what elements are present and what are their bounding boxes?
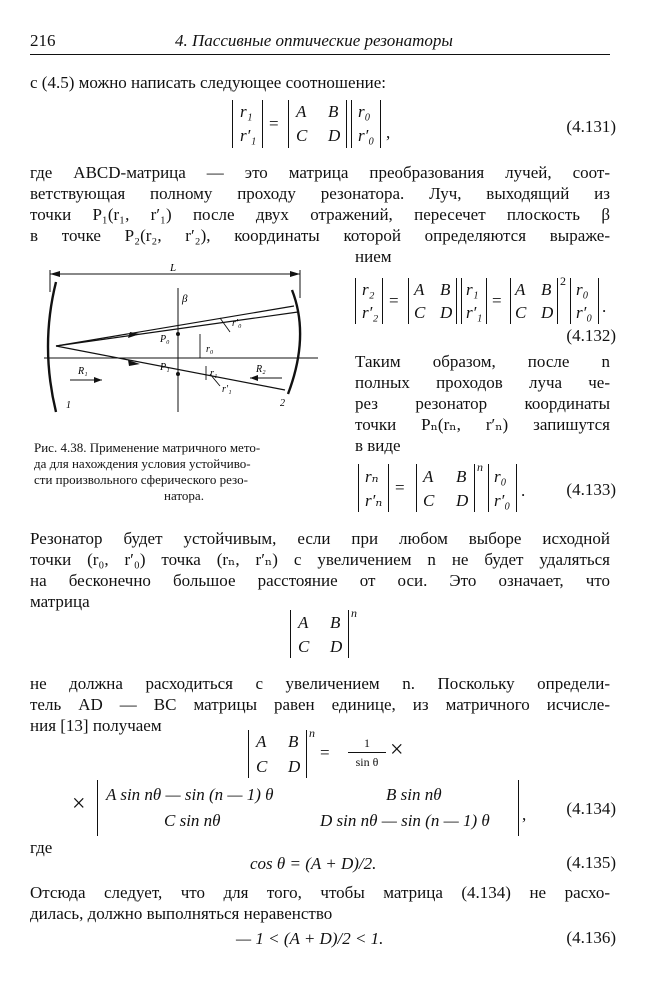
vector-entry: r′₀ (494, 491, 511, 510)
text-line: нием (355, 247, 392, 266)
vector-entry: rₙ (365, 467, 379, 486)
matrix-bar (351, 100, 352, 148)
matrix-bar (232, 100, 233, 148)
label-r0-prime: r′₀ (232, 318, 242, 329)
vector-entry: r₀ (576, 280, 589, 299)
comma: , (386, 123, 391, 142)
text-line: рез резонатор координаты (355, 394, 610, 413)
text-line: матрица (30, 592, 90, 611)
label-r1-prime: r′₁ (222, 384, 232, 395)
equation-number: (4.131) (566, 117, 616, 136)
text-line: на бесконечно большое расстояние от оси. Это означает, что (30, 571, 610, 590)
label-r1: r₁ (210, 368, 218, 379)
equation-4-136: — 1 < (A + D)/2 < 1. (236, 929, 384, 948)
equation-number: (4.133) (566, 480, 616, 499)
paragraph-1 (30, 162, 610, 246)
running-title: 4. Пассивные оптические резонаторы (175, 31, 453, 50)
matrix-bar (288, 100, 289, 148)
text-line: точки (r₀, r′₀) точка (rₙ, r′ₙ) с увеличением n не будет удаляться (30, 550, 610, 569)
matrix-entry: A (298, 613, 309, 632)
vector-entry: r′₁ (240, 126, 257, 145)
matrix-entry: C (515, 303, 527, 322)
equation-number: (4.135) (566, 853, 616, 872)
vector-entry: r₁ (466, 280, 479, 299)
mirror-1 (48, 282, 56, 412)
matrix-entry: C (296, 126, 308, 145)
matrix-entry: D (440, 303, 453, 322)
equation-4-135: cos θ = (A + D)/2. (250, 854, 377, 873)
resonator-figure (30, 262, 330, 432)
text-line: ветствующая полному проходу резонатора. Луч, выходящий из (30, 184, 610, 203)
label-r0: r₀ (206, 344, 214, 355)
vector-entry: r′₁ (466, 303, 483, 322)
fraction-denominator: sin θ (355, 755, 379, 769)
fraction-numerator: 1 (364, 736, 370, 750)
label-L: L (170, 262, 177, 274)
matrix-entry: C (423, 491, 435, 510)
vector-entry: r′₀ (358, 126, 375, 145)
label-R1: R₁ (78, 366, 88, 377)
vector-entry: r₀ (494, 467, 507, 486)
matrix-entry: B (288, 732, 299, 751)
intro-text: с (4.5) можно написать следующее соотношение: (30, 73, 387, 92)
text-line: полных проходов луча че- (355, 373, 610, 392)
text-line: в точке P₂(r₂, r′₂), координаты которой определяются выраже- (30, 226, 610, 245)
text-line: точки P₁(r₁, r′₁) после двух отражений, пересечет плоскость β (30, 205, 610, 224)
matrix-power: n (309, 726, 315, 740)
matrix-power: n (477, 460, 483, 474)
matrix-bar (346, 100, 347, 148)
matrix-entry: A (423, 467, 434, 486)
matrix-entry: A (515, 280, 526, 299)
equals-sign: = (269, 114, 279, 133)
matrix-entry: B (328, 102, 339, 121)
matrix-entry: C sin nθ (164, 811, 221, 830)
gde-text: где (30, 838, 53, 857)
text-line: в виде (355, 436, 401, 455)
matrix-entry: D (541, 303, 554, 322)
matrix-power: n (351, 606, 357, 620)
vector-entry: r₀ (358, 102, 371, 121)
vector-entry: r₁ (240, 102, 253, 121)
text-line: точки Pₙ(rₙ, r′ₙ) запишутся (355, 415, 610, 434)
matrix-entry: D (456, 491, 469, 510)
matrix-entry: A (414, 280, 425, 299)
equation-number: (4.134) (566, 799, 616, 818)
matrix-entry: C (298, 637, 310, 656)
label-beta: β (182, 293, 188, 305)
text-line: Отсюда следует, что для того, чтобы матрица (4.134) не расхо- (30, 883, 610, 902)
matrix-entry: B (456, 467, 467, 486)
paragraph-4 (30, 673, 610, 736)
matrix-bar (380, 100, 381, 148)
figure-caption (34, 440, 334, 504)
matrix-entry: D (328, 126, 341, 145)
text-line: дилась, должно выполняться неравенство (30, 904, 333, 923)
matrix-entry: C (414, 303, 426, 322)
vector-entry: r₂ (362, 280, 375, 299)
label-R2: R₂ (256, 364, 266, 375)
vector-entry: r′ₙ (365, 491, 383, 510)
matrix-entry: C (256, 757, 268, 776)
fraction-bar (348, 752, 386, 753)
times-sign: × (72, 791, 86, 817)
caption-line: сти произвольного сферического резо- (34, 472, 248, 487)
matrix-entry: A (256, 732, 267, 751)
matrix-entry: B (330, 613, 341, 632)
label-mirror-1: 1 (66, 400, 71, 411)
page-number: 216 (30, 31, 56, 50)
label-P1: P₁ (160, 362, 170, 373)
label-P0: P₀ (160, 334, 170, 345)
paragraph-3 (30, 528, 610, 612)
text-line: Таким образом, после n (355, 352, 610, 371)
matrix-entry: D (288, 757, 301, 776)
paragraph-5 (30, 882, 610, 924)
times-sign: × (390, 737, 404, 763)
equation-number: (4.136) (566, 928, 616, 947)
vector-entry: r′₀ (576, 303, 593, 322)
text-line: ния [13] получаем (30, 716, 162, 735)
matrix-entry: A (296, 102, 307, 121)
matrix-entry: B (541, 280, 552, 299)
matrix-power: 2 (560, 274, 566, 288)
header-rule (30, 54, 610, 55)
caption-line: Рис. 4.38. Применение матричного мето- (34, 440, 261, 455)
paragraph-2 (355, 351, 610, 456)
text-line: Резонатор будет устойчивым, если при любом выборе исходной (30, 529, 610, 548)
matrix-entry: A sin nθ — sin (n — 1) θ (106, 785, 274, 804)
mirror-2 (288, 290, 300, 394)
label-mirror-2: 2 (280, 398, 285, 409)
matrix-entry: D sin nθ — sin (n — 1) θ (320, 811, 490, 830)
text-line: где ABCD-матрица — это матрица преобразования лучей, соот- (30, 163, 610, 182)
vector-entry: r′₂ (362, 303, 379, 322)
equation-number: (4.132) (566, 326, 616, 345)
matrix-entry: B sin nθ (386, 785, 442, 804)
text-line: тель AD — BC матрицы равен единице, из матричного исчисле- (30, 695, 610, 714)
matrix-entry: D (330, 637, 343, 656)
caption-line: натора. (164, 488, 204, 503)
matrix-entry: B (440, 280, 451, 299)
text-line: не должна расходиться с увеличением n. Поскольку определи- (30, 674, 610, 693)
matrix-bar (262, 100, 263, 148)
caption-line: да для нахождения условия устойчиво- (34, 456, 251, 471)
